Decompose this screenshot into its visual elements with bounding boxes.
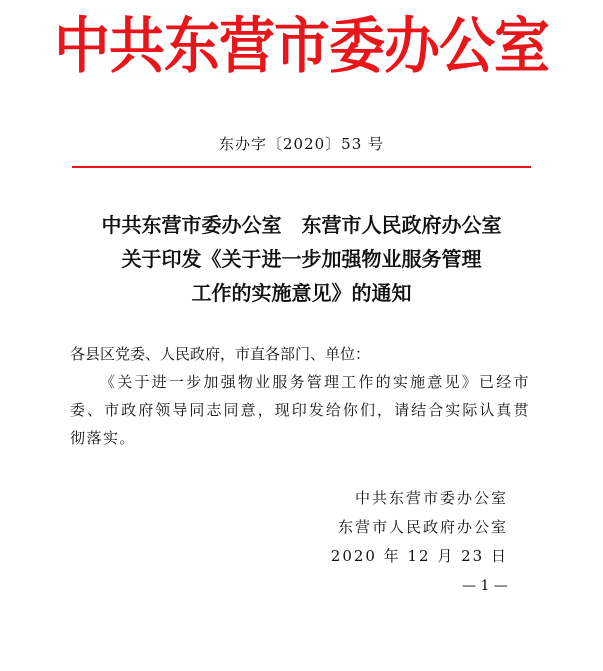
document-header-title: 中共东营市委办公室 [54, 11, 549, 82]
document-number: 东办字〔2020〕53 号 [218, 135, 385, 153]
issue-date: 2020 年 12 月 23 日 [330, 547, 508, 565]
notice-title-line-2: 关于印发《关于进一步加强物业服务管理 [121, 247, 482, 271]
body-paragraph: 《关于进一步加强物业服务管理工作的实施意见》已经市委、市政府领导同志同意，现印发给你们，请结合实际认真贯彻落实。 [70, 373, 530, 447]
issuer-government-office: 东营市人民政府办公室 [337, 518, 508, 536]
signature-block [331, 484, 508, 571]
notice-title-line-3: 工作的实施意见》的通知 [191, 281, 412, 305]
red-separator-line [72, 166, 531, 168]
issuer-party-office: 中共东营市委办公室 [354, 489, 508, 507]
notice-title-line-1: 中共东营市委办公室 东营市人民政府办公室 [101, 213, 502, 237]
notice-body [70, 340, 530, 452]
notice-title [0, 208, 603, 310]
addressee-line: 各县区党委、人民政府，市直各部门、单位： [70, 345, 371, 363]
page-number: — 1 — [462, 578, 508, 594]
